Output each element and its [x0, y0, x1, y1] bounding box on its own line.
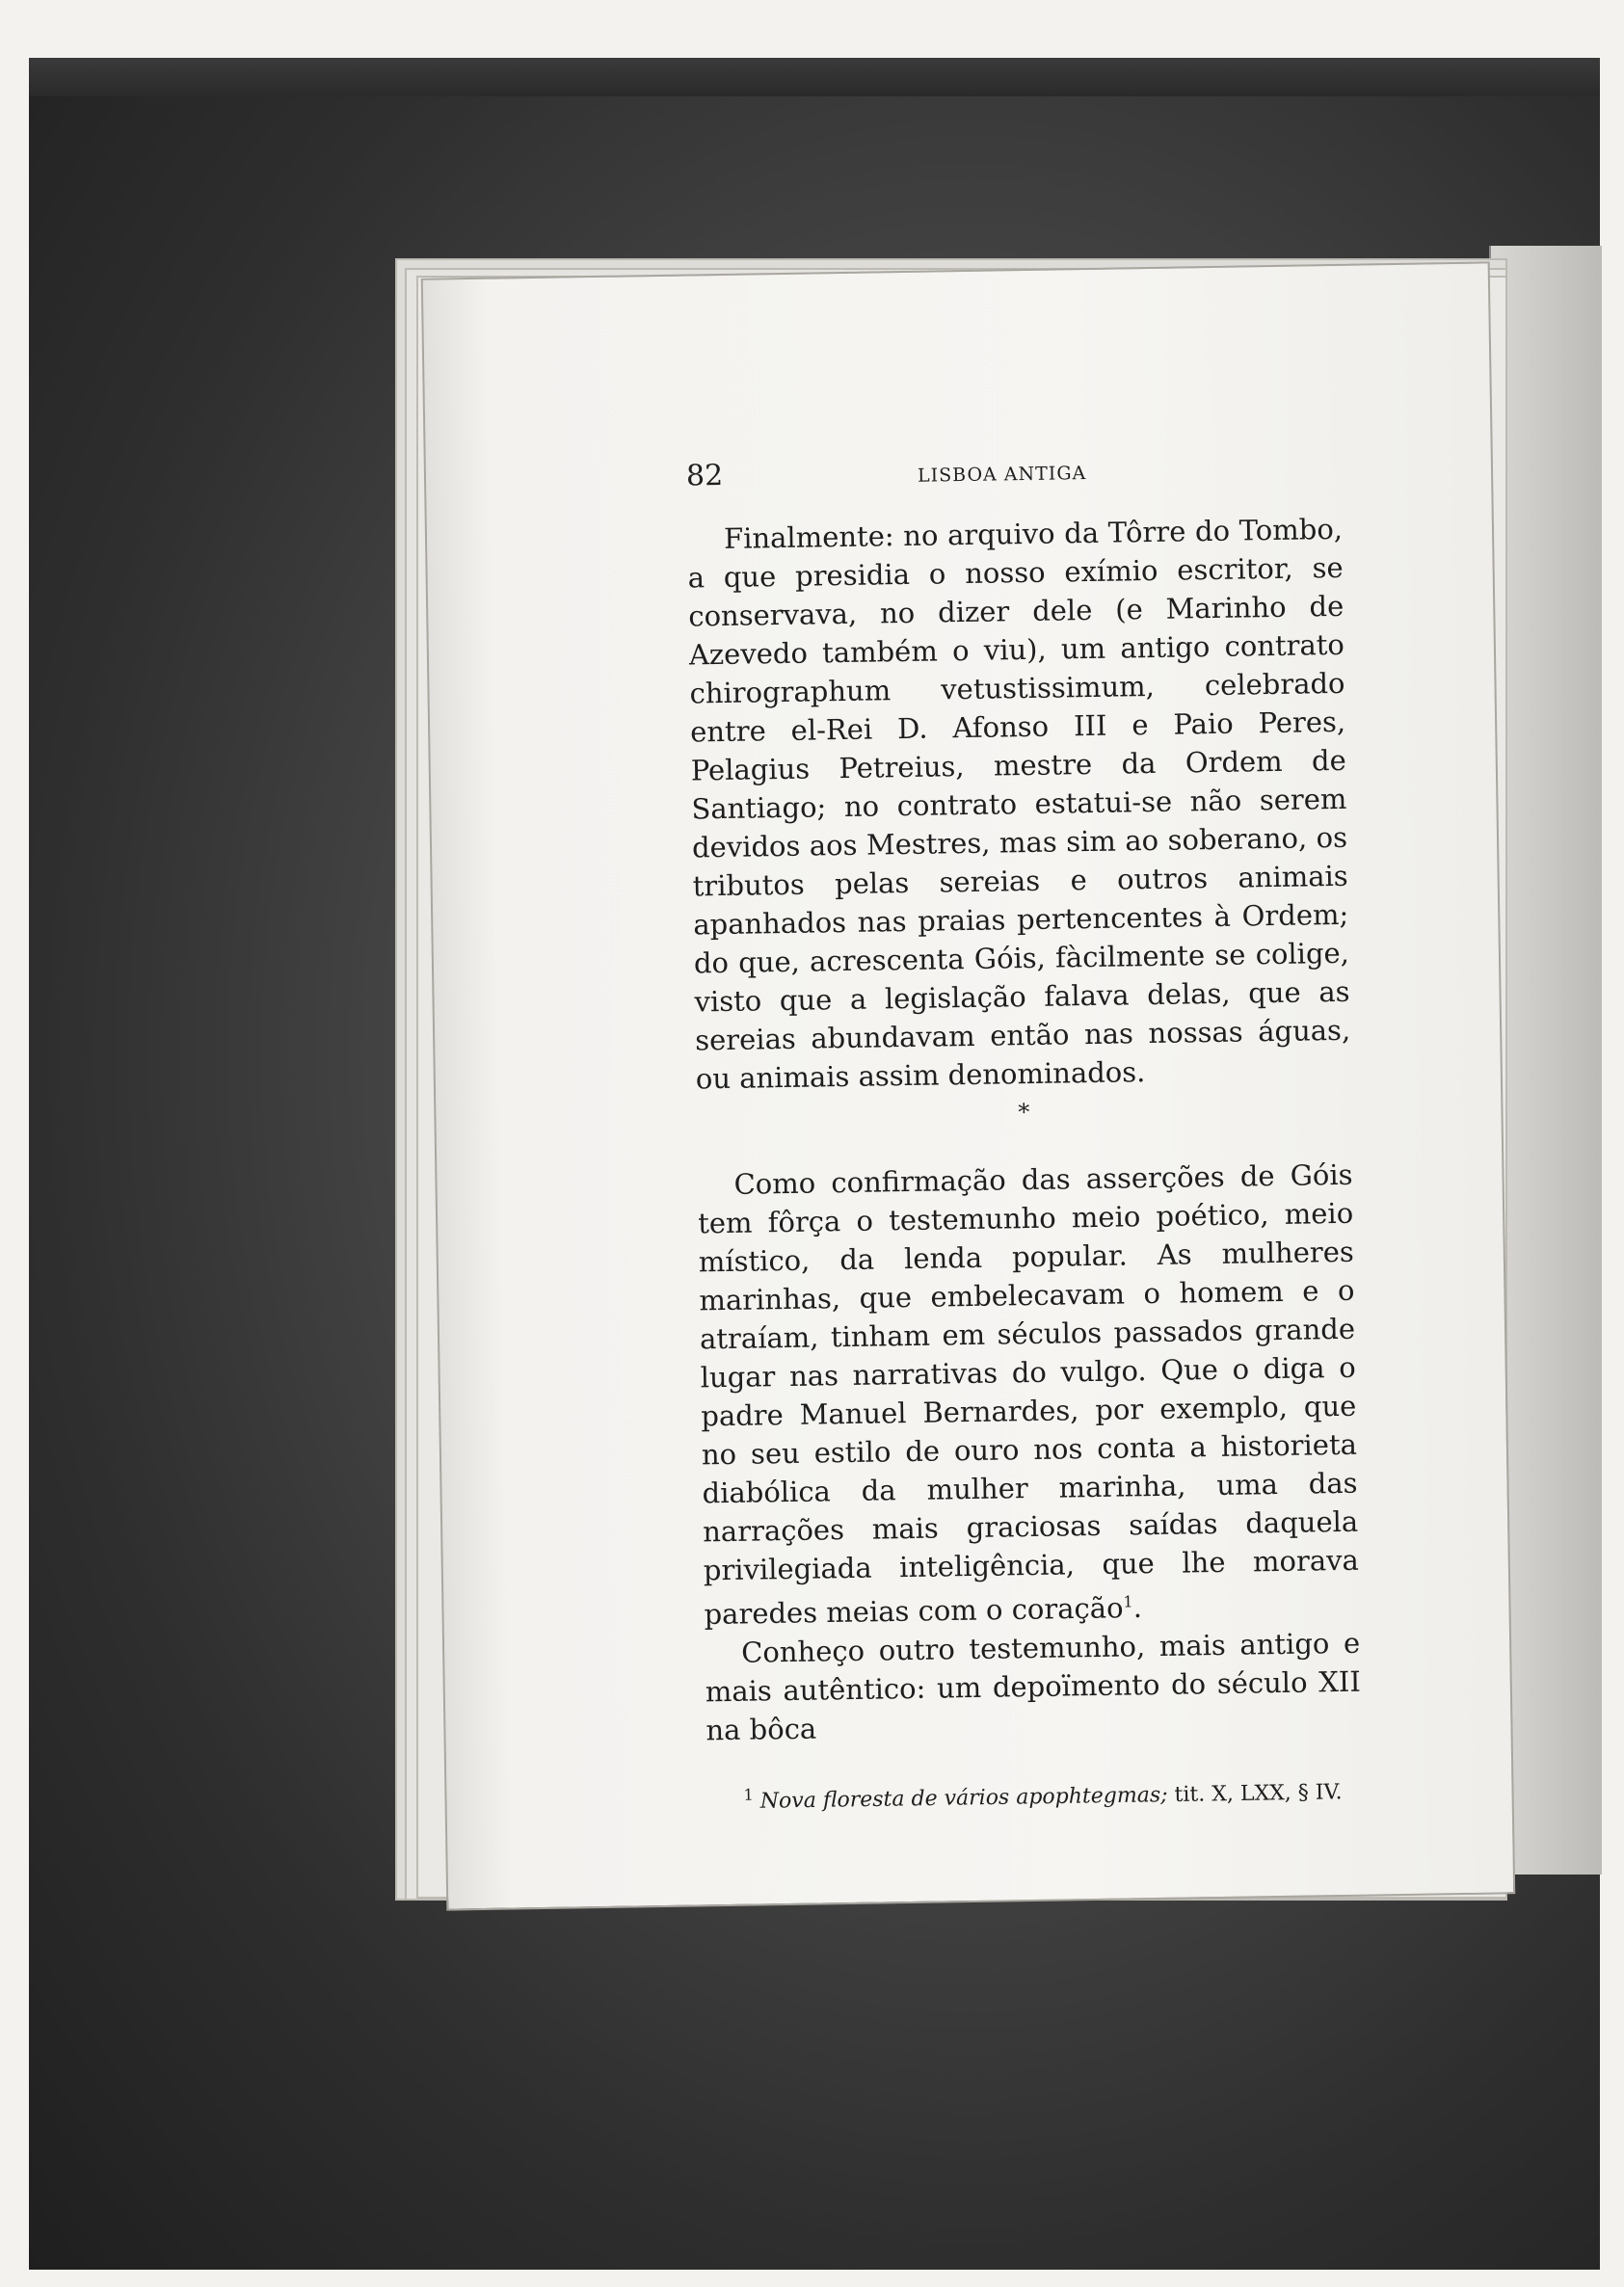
footnote-title: Nova floresta de vários apophtegmas;: [759, 1782, 1168, 1814]
paragraph-2-text: Como confirmação das asserções de Góis tem fôrça o testemunho meio poético, meio místico, da lenda popular. As mulheres marinhas, que embelecavam o homem e o atraíam, tinham em séculos passados grande lugar nas narrativas do vulgo. Que o diga o padre Manuel Bernardes, por exemplo, que no seu estilo de ouro nos conta a historieta diabólica da mulher marinha, uma das narrações mais graciosas saídas daquela privilegiada inteligência, que lhe morava paredes meias com o coração: [697, 1157, 1360, 1632]
footnote-marker: 1: [743, 1785, 754, 1804]
footnote-reference: 1: [1123, 1592, 1133, 1611]
page-text-block: [686, 449, 1363, 1818]
section-separator: *: [1018, 1099, 1030, 1127]
book-page: [421, 261, 1515, 1910]
paragraph-2: Como confirmação das asserções de Góis tem fôrça o testemunho meio poético, meio místico, da lenda popular. As mulheres marinhas, que embelecavam o homem e o atraíam, tinham em séculos passados grande lugar nas narrativas do vulgo. Que o diga o padre Manuel Bernardes, por exemplo, que no seu estilo de ouro nos conta a historieta diabólica da mulher marinha, uma das narrações mais graciosas saídas daquela privilegiada inteligência, que lhe morava paredes meias com o coração$^1$.: [697, 1157, 1360, 1632]
paragraph-1: Finalmente: no arquivo da Tôrre do Tombo, a que presidia o nosso exímio escritor, se conservava, no dizer dele (e Marinho de Azevedo também o viu), um antigo contrato chirographum vetustissimum, celebrado entre el-Rei D. Afonso III e Paio Peres, Pelagius Petreius, mestre da Ordem de Santiago; no contrato estatui-se não serem devidos aos Mestres, mas sim ao soberano, os tributos pelas sereias e outros animais apanhados nas praias pertencentes à Ordem; do que, acrescenta Góis, fàcilmente se colige, visto que a legislação falava delas, que as sereias abundavam então nas nossas águas, ou animais assim denominados.: [687, 512, 1351, 1096]
footnote-ref: tit. X, LXX, § IV.: [1174, 1779, 1343, 1807]
paragraph-3: Conheço outro testemunho, mais antigo e mais autêntico: um depoïmento do século XII na bôca: [705, 1626, 1362, 1747]
page-number: 82: [685, 458, 724, 493]
running-head: LISBOA ANTIGA: [917, 462, 1087, 487]
photo-top-edge: [29, 58, 1600, 96]
page-header: [686, 449, 1342, 493]
footnote: [706, 1769, 1363, 1818]
